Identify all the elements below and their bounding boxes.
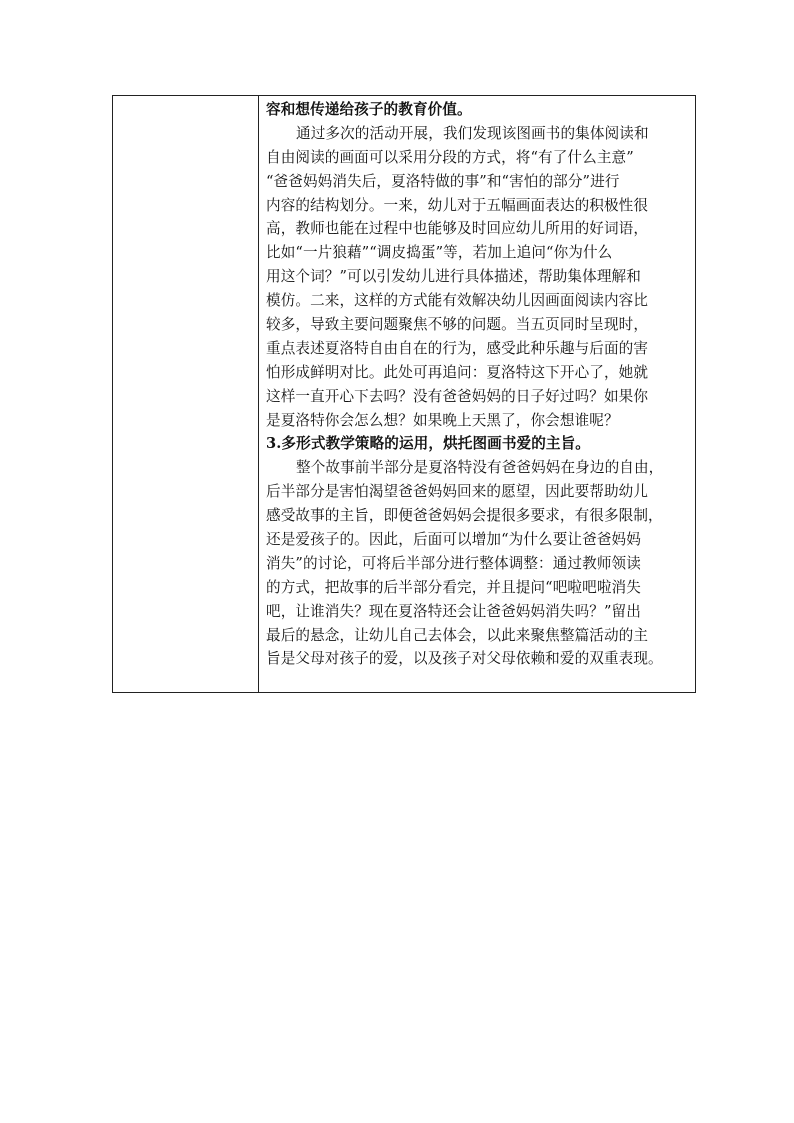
text-line: 高，教师也能在过程中也能够及时回应幼儿所用的好词语， bbox=[266, 220, 649, 238]
text-line: 最后的悬念，让幼儿自己去体会，以此来聚焦整篇活动的主 bbox=[266, 626, 649, 644]
text-line: “爸爸妈妈消失后，夏洛特做的事”和“害怕的部分”进行 bbox=[266, 172, 620, 190]
text-line: 模仿。二来，这样的方式能有效解决幼儿因画面阅读内容比 bbox=[266, 292, 649, 310]
text-line: 感受故事的主旨，即便爸爸妈妈会提很多要求，有很多限制， bbox=[266, 507, 663, 525]
text-line: 消失”的讨论，可将后半部分进行整体调整：通过教师领读 bbox=[266, 554, 641, 572]
text-line: 整个故事前半部分是夏洛特没有爸爸妈妈在身边的自由， bbox=[296, 459, 664, 477]
text-line: 比如“一片狼藉”“调皮捣蛋”等，若加上追问“你为什么 bbox=[266, 244, 613, 262]
text-line: 较多，导致主要问题聚焦不够的问题。当五页同时呈现时， bbox=[266, 316, 649, 334]
content-table bbox=[112, 95, 696, 693]
text-line: 的方式，把故事的后半部分看完，并且提问“吧啦吧啦消失 bbox=[266, 578, 641, 596]
text-line: 是夏洛特你会怎么想？如果晚上天黑了，你会想谁呢？ bbox=[266, 411, 619, 429]
text-line: 自由阅读的画面可以采用分段的方式，将“有了什么主意” bbox=[266, 148, 634, 166]
text-line: 怕形成鲜明对比。此处可再追问：夏洛特这下开心了，她就 bbox=[266, 363, 649, 381]
text-line: 容和想传递给孩子的教育价值。 bbox=[266, 101, 472, 118]
table-left-cell bbox=[113, 96, 259, 692]
text-line: 还是爱孩子的。因此，后面可以增加“为什么要让爸爸妈妈 bbox=[266, 531, 641, 549]
text-line: 旨是父母对孩子的爱，以及孩子对父母依赖和爱的双重表现。 bbox=[266, 650, 663, 668]
text-line: 通过多次的活动开展，我们发现该图画书的集体阅读和 bbox=[296, 124, 649, 142]
text-line: 吧，让谁消失？现在夏洛特还会让爸爸妈妈消失吗？”留出 bbox=[266, 602, 641, 620]
text-line: 重点表述夏洛特自由自在的行为，感受此种乐趣与后面的害 bbox=[266, 339, 649, 357]
text-line: 后半部分是害怕渴望爸爸妈妈回来的愿望，因此要帮助幼儿 bbox=[266, 483, 649, 501]
section-heading: 3.多形式教学策略的运用，烘托图画书爱的主旨。 bbox=[266, 435, 591, 453]
text-line: 内容的结构划分。一来，幼儿对于五幅画面表达的积极性很 bbox=[266, 196, 649, 214]
table-right-cell bbox=[259, 96, 695, 692]
text-line: 用这个词？”可以引发幼儿进行具体描述，帮助集体理解和 bbox=[266, 268, 641, 286]
text-line: 这样一直开心下去吗？没有爸爸妈妈的日子好过吗？如果你 bbox=[266, 387, 649, 405]
